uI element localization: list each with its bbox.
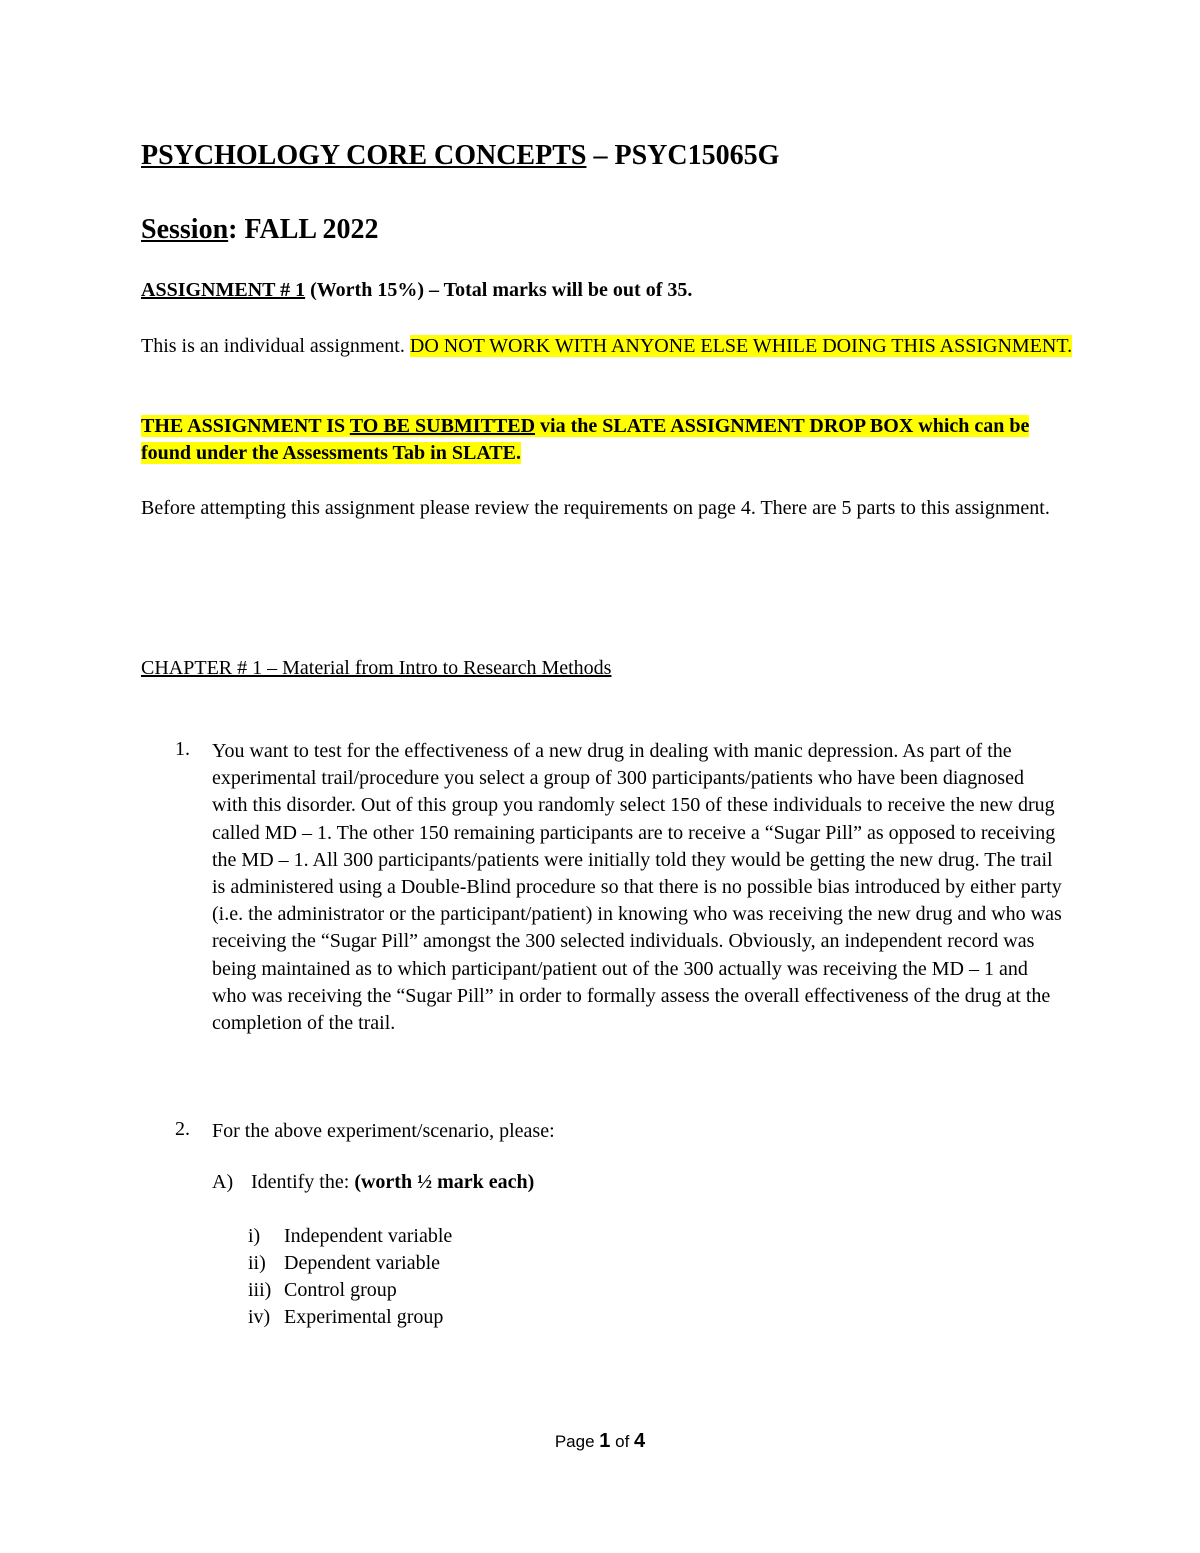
submission-part3: via the SLATE ASSIGNMENT DROP BOX which can be found under the Assessments Tab in SLATE. (141, 415, 1030, 464)
sub-question-a-label: A) (212, 1171, 234, 1193)
question-1-text: You want to test for the effectiveness of a new drug in dealing with manic depression. As part of the experimental trail/procedure you select a group of 300 participants/patients who have been diagnosed with this disorder. Out of this group you randomly select 150 of these individuals to receive the new drug called MD – 1. The other 150 remaining participants are to receive a “Sugar Pill” as opposed to receiving the MD – 1. All 300 participants/patients were initially told they would be getting the new drug. The trail is administered using a Double-Blind procedure so that there is no possible bias introduced by either party (i.e. the administrator or the participant/patient) in knowing who was receiving the new drug and who was receiving the “Sugar Pill” amongst the 300 selected individuals. Obviously, an independent record was being maintained as to which participant/patient out of the 300 actually was receiving the MD – 1 and who was receiving the “Sugar Pill” in order to formally assess the overall effectiveness of the drug at the completion of the trail. (212, 740, 1062, 1035)
question-2-text: For the above experiment/scenario, please: (212, 1120, 555, 1142)
list-item-number: i) (248, 1225, 261, 1247)
footer-of-word: of (610, 1432, 635, 1451)
list-item (248, 1279, 397, 1302)
individual-intro: This is an individual assignment. (141, 335, 410, 357)
submission-notice (141, 413, 1081, 467)
assignment-heading (141, 279, 692, 302)
list-item-text: Dependent variable (284, 1252, 441, 1274)
session-line (141, 214, 379, 246)
course-code: PSYC15065G (614, 140, 780, 171)
list-item-number: iv) (248, 1306, 271, 1328)
list-item-text: Independent variable (284, 1225, 453, 1247)
footer-total-pages: 4 (634, 1430, 646, 1452)
assignment-worth: (Worth 15%) – Total marks will be out of 35. (305, 279, 693, 301)
session-label: Session (141, 214, 229, 245)
submission-part1: THE ASSIGNMENT IS (141, 415, 350, 437)
sub-question-a-marks: (worth ½ mark each) (354, 1171, 535, 1193)
list-item (248, 1252, 440, 1275)
sub-question-a-prompt: Identify the: (251, 1171, 355, 1193)
submission-part2: TO BE SUBMITTED (349, 415, 536, 437)
list-item-number: ii) (248, 1252, 266, 1274)
session-colon: : (228, 214, 238, 245)
individual-notice (141, 333, 1081, 360)
footer-current-page: 1 (599, 1430, 611, 1452)
footer-page-word: Page (554, 1432, 600, 1451)
list-item (248, 1225, 452, 1248)
assignment-label: ASSIGNMENT # 1 (141, 279, 306, 301)
list-item (248, 1306, 443, 1329)
chapter-heading: CHAPTER # 1 – Material from Intro to Research Methods (141, 657, 612, 679)
before-attempting-text: Before attempting this assignment please review the requirements on page 4. There are 5 parts to this assignment. (141, 497, 1050, 519)
sub-question-a-text (251, 1171, 534, 1194)
course-name: PSYCHOLOGY CORE CONCEPTS (141, 140, 587, 171)
question-2-number: 2. (175, 1118, 190, 1140)
individual-warning: DO NOT WORK WITH ANYONE ELSE WHILE DOING THIS ASSIGNMENT. (409, 335, 1073, 357)
list-item-number: iii) (248, 1279, 272, 1301)
list-item-text: Experimental group (284, 1306, 444, 1328)
question-1-number: 1. (175, 738, 190, 760)
list-item-text: Control group (284, 1279, 397, 1301)
session-value: FALL 2022 (237, 214, 379, 245)
course-title (141, 140, 779, 172)
page-footer (0, 1430, 1200, 1453)
course-separator: – (586, 140, 615, 171)
